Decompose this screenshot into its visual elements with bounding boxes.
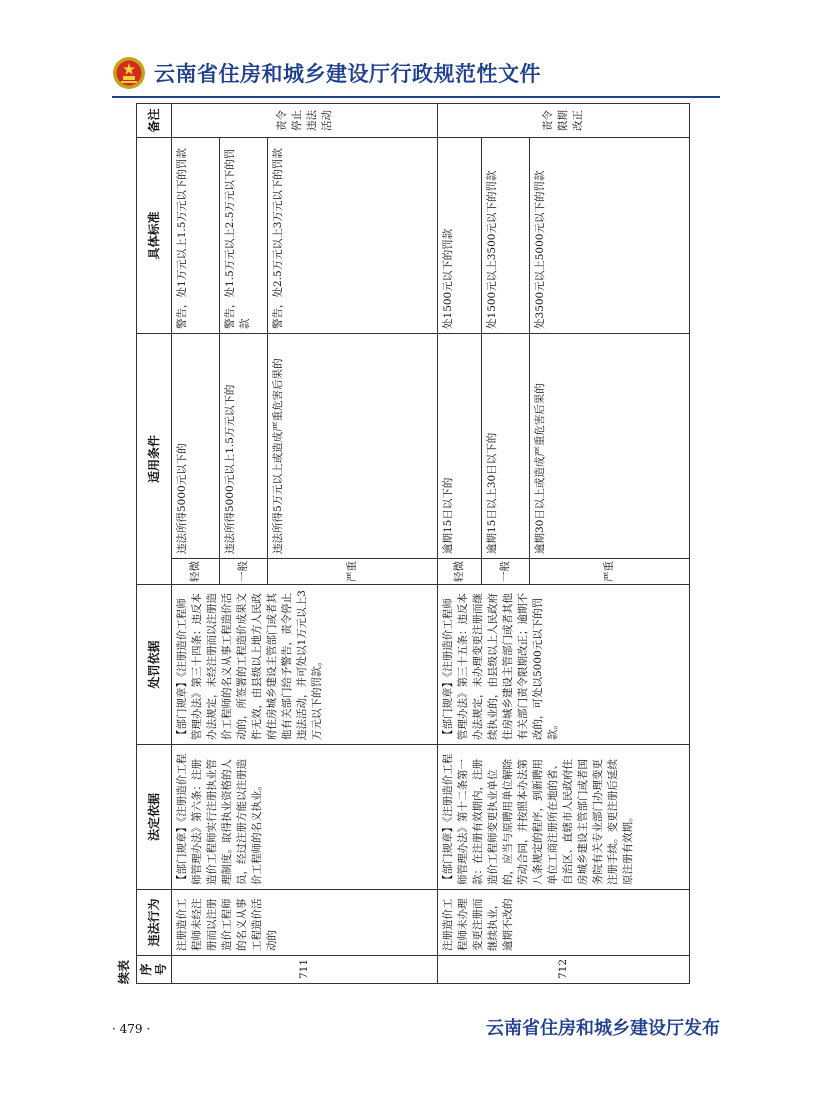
level-standard: 处1500元以上3500元以下的罚款 — [482, 137, 530, 333]
level-condition: 逾期30日以上或造成严重危害后果的 — [530, 333, 690, 558]
level-condition: 逾期15日以上30日以下的 — [482, 333, 530, 558]
level-standard: 警告，处1.5万元以上2.5万元以下的罚款 — [220, 137, 268, 333]
level-label: 严重 — [268, 559, 438, 585]
national-emblem-icon — [112, 56, 146, 90]
level-standard: 警告，处2.5万元以上3万元以下的罚款 — [268, 137, 438, 333]
publisher-label: 云南省住房和城乡建设厅发布 — [486, 1018, 720, 1039]
level-label: 一般 — [220, 559, 268, 585]
penalty-table — [136, 103, 690, 984]
table-row — [172, 103, 220, 983]
header-violation: 违法行为 — [137, 890, 172, 956]
row-seq: 712 — [438, 956, 690, 984]
header-note: 备注 — [137, 103, 172, 137]
header-legal-basis: 法定依据 — [137, 745, 172, 890]
level-label: 严重 — [530, 559, 690, 585]
header-penalty-basis: 处罚依据 — [137, 585, 172, 745]
document-title: 云南省住房和城乡建设厅行政规范性文件 — [154, 62, 541, 86]
level-standard: 处1500元以下的罚款 — [438, 137, 482, 333]
header-standard: 具体标准 — [137, 137, 172, 333]
header-divider — [112, 96, 720, 98]
header-seq: 序号 — [137, 956, 172, 984]
level-label: 轻微 — [172, 559, 220, 585]
level-label: 轻微 — [438, 559, 482, 585]
level-standard: 处3500元以上5000元以下的罚款 — [530, 137, 690, 333]
level-label: 一般 — [482, 559, 530, 585]
level-condition: 违法所得5000元以下的 — [172, 333, 220, 558]
row-legal-basis: 【部门规章】《注册造价工程师管理办法》第六条：注册造价工程师实行注册执业管理制度。取得执业资格的人员，经过注册方能以注册造价工程师的名义执业。 — [172, 745, 438, 890]
level-standard: 警告，处1万元以上1.5万元以下的罚款 — [172, 137, 220, 333]
row-note: 责令停止违法活动 — [172, 103, 438, 137]
row-violation: 注册造价工程师未经注册而以注册造价工程师的名义从事工程造价活动的 — [172, 890, 438, 956]
row-legal-basis: 【部门规章】《注册造价工程师管理办法》第十二条第一款：在注册有效期内，注册造价工程师变更执业单位的，应当与原聘用单位解除劳动合同，并按照本办法第八条规定的程序，到新聘用单位工商注册所在地的省、自治区、直辖市人民政府住房城乡建设主管部门或者国务院有关专业部门办理变更注册手续。变更注册后延续原注册有效期。 — [438, 745, 690, 890]
row-penalty-basis: 【部门规章】《注册造价工程师管理办法》第三十五条：违反本办法规定，未办理变更注册而继续执业的，由县级以上人民政府住房城乡建设主管部门或者其他有关部门责令限期改正；逾期不改的，可处以5000元以下的罚款。 — [438, 585, 690, 745]
document-header — [112, 52, 541, 94]
level-condition: 违法所得5万元以上或造成严重危害后果的 — [268, 333, 438, 558]
row-violation: 注册造价工程师未办理变更注册而继续执业，逾期不改的 — [438, 890, 690, 956]
rotated-table-area — [112, 104, 720, 984]
row-penalty-basis: 【部门规章】《注册造价工程师管理办法》第三十四条：违反本办法规定，未经注册而以注册造价工程师的名义从事工程造价活动的，所签署的工程造价成果文件无效，由县级以上地方人民政府住房城乡建设主管部门或者其他有关部门给予警告，责令停止违法活动，并可处以1万元以上3万元以下的罚款。 — [172, 585, 438, 745]
level-condition: 逾期15日以下的 — [438, 333, 482, 558]
row-note: 责令限期改正 — [438, 103, 690, 137]
row-seq: 711 — [172, 956, 438, 984]
level-condition: 违法所得5000元以上1.5万元以下的 — [220, 333, 268, 558]
header-condition: 适用条件 — [137, 333, 172, 584]
table-header-row — [137, 103, 172, 983]
table-row — [438, 103, 482, 983]
continued-label: 续表 — [117, 959, 131, 984]
page-number: · 479 · — [112, 1022, 151, 1036]
